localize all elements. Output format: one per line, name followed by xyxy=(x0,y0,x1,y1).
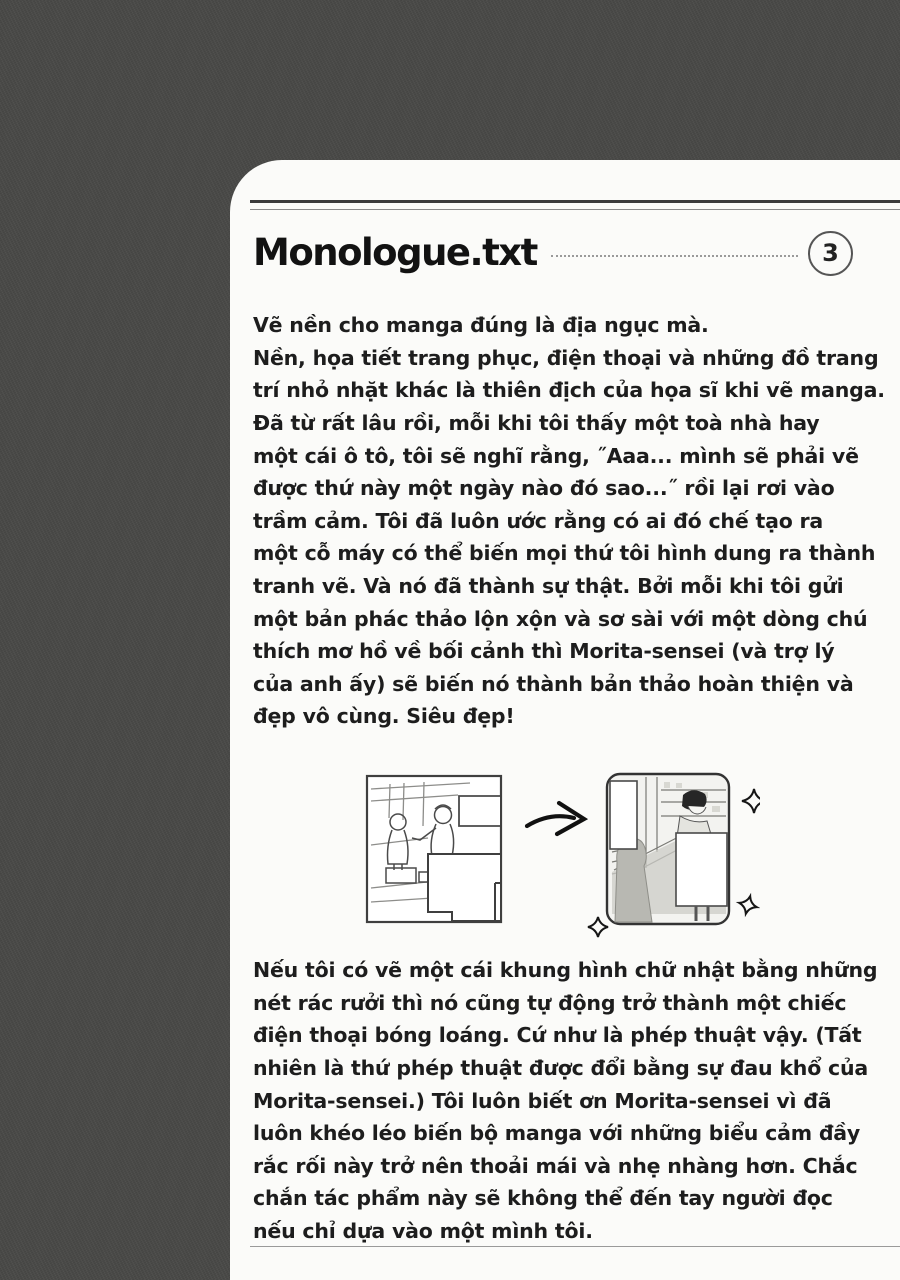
page-number: 3 xyxy=(822,239,839,267)
text-line: Nền, họa tiết trang phục, điện thoại và những đồ trang xyxy=(253,345,879,370)
page-title: Monologue.txt xyxy=(253,231,537,274)
bottom-divider-rule xyxy=(250,1246,900,1247)
title-leader-line xyxy=(551,255,798,257)
text-line: Morita-sensei.) Tôi luôn biết ơn Morita-sensei vì đã xyxy=(253,1088,832,1113)
text-line: một cái ô tô, tôi sẽ nghĩ rằng, ˝Aaa... mình sẽ phải vẽ xyxy=(253,443,859,468)
text-line: thích mơ hồ về bối cảnh thì Morita-sensei (và trợ lý xyxy=(253,639,835,664)
page-number-badge xyxy=(808,231,853,276)
monologue-note-page xyxy=(230,160,900,1280)
text-line: Đã từ rất lâu rồi, mỗi khi tôi thấy một toà nhà hay xyxy=(253,411,820,436)
text-line: một bản phác thảo lộn xộn và sơ sài với một dòng chú xyxy=(253,606,868,631)
text-line: chắn tác phẩm này sẽ không thể đến tay người đọc xyxy=(253,1186,833,1211)
text-line: tranh vẽ. Và nó đã thành sự thật. Bởi mỗi khi tôi gửi xyxy=(253,574,844,599)
text-line: được thứ này một ngày nào đó sao...˝ rồi lại rơi vào xyxy=(253,476,835,501)
text-line: nhiên là thứ phép thuật được đổi bằng sự đau khổ của xyxy=(253,1056,868,1081)
title-row xyxy=(253,230,853,276)
rough-sketch-panel-icon xyxy=(367,776,501,922)
text-line: nếu chỉ dựa vào một mình tôi. xyxy=(253,1219,593,1244)
text-line: đẹp vô cùng. Siêu đẹp! xyxy=(253,704,515,729)
text-line: của anh ấy) sẽ biến nó thành bản thảo hoàn thiện và xyxy=(253,671,854,696)
arrow-right-icon xyxy=(527,803,584,834)
text-line: Nếu tôi có vẽ một cái khung hình chữ nhật bằng những xyxy=(253,958,878,983)
text-line: điện thoại bóng loáng. Cứ như là phép thuật vậy. (Tất xyxy=(253,1023,862,1048)
text-line: Vẽ nền cho manga đúng là địa ngục mà. xyxy=(253,313,709,338)
text-line: luôn khéo léo biến bộ manga với những biểu cảm đầy xyxy=(253,1121,861,1146)
top-double-rule xyxy=(250,200,900,210)
text-line: rắc rối này trở nên thoải mái và nhẹ nhàng hơn. Chắc xyxy=(253,1153,858,1178)
text-line: nét rác rưởi thì nó cũng tự động trở thành một chiếc xyxy=(253,990,847,1015)
paragraph-block-2 xyxy=(253,954,900,1247)
text-line: trí nhỏ nhặt khác là thiên địch của họa sĩ khi vẽ manga. xyxy=(253,378,885,403)
text-line: trầm cảm. Tôi đã luôn ước rằng có ai đó chế tạo ra xyxy=(253,508,824,533)
sketch-to-finished-illustration xyxy=(355,763,760,947)
text-line: một cỗ máy có thể biến mọi thứ tôi hình dung ra thành xyxy=(253,541,876,566)
paragraph-block-1 xyxy=(253,309,900,733)
finished-manga-panel-icon xyxy=(607,774,729,924)
